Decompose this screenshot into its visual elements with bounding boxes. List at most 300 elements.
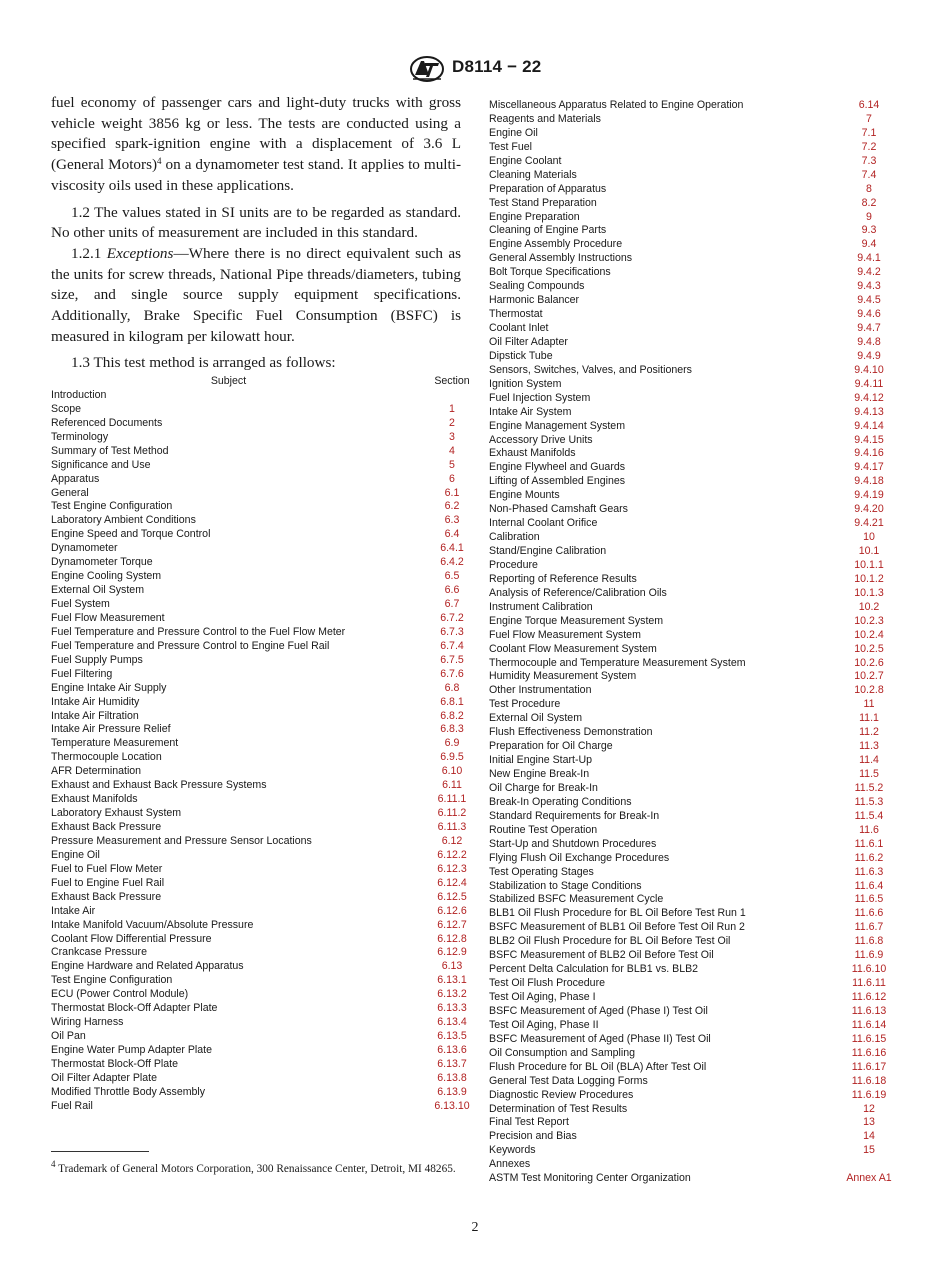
toc-section-link[interactable]: 11.4 xyxy=(859,754,879,767)
toc-row xyxy=(489,698,909,712)
toc-subject: Oil Filter Adapter xyxy=(489,335,568,348)
toc-row xyxy=(51,500,461,514)
toc-row xyxy=(489,921,909,935)
toc-row xyxy=(51,584,461,598)
toc-section-link[interactable]: 10 xyxy=(863,531,875,544)
toc-row xyxy=(51,765,461,779)
toc-row xyxy=(51,890,467,905)
toc-section-link[interactable]: 6.13.4 xyxy=(437,1016,467,1029)
toc-section-link[interactable]: 10.2 xyxy=(858,600,880,613)
toc-row xyxy=(51,389,461,403)
toc-row xyxy=(489,99,909,113)
toc-row xyxy=(489,434,909,448)
toc-subject: Fuel Rail xyxy=(51,1099,93,1112)
toc-section-link[interactable]: 9.4.15 xyxy=(854,433,884,446)
toc-section-link[interactable]: 11.6.12 xyxy=(851,991,887,1003)
toc-subject: ECU (Power Control Module) xyxy=(51,988,189,1001)
toc-subject: Lifting of Assembled Engines xyxy=(489,475,626,488)
toc-row xyxy=(51,1099,470,1114)
toc-subject: Referenced Documents xyxy=(51,416,163,429)
toc-row xyxy=(489,503,909,517)
toc-row xyxy=(51,598,461,612)
toc-section-link[interactable]: 6.4.1 xyxy=(440,542,464,555)
toc-section-link[interactable]: 6.9.5 xyxy=(440,751,464,764)
toc-section-link[interactable]: 11.6.14 xyxy=(851,1018,887,1031)
toc-subject: ASTM Test Monitoring Center Organization xyxy=(489,1172,691,1185)
toc-section-link[interactable]: 9 xyxy=(866,210,872,223)
toc-row xyxy=(51,556,464,570)
toc-section-link[interactable]: 6.12.4 xyxy=(437,876,467,889)
toc-subject: Introduction xyxy=(51,388,107,401)
toc-section-link[interactable]: 6.14 xyxy=(858,99,880,111)
toc-section-link[interactable]: 7 xyxy=(866,112,872,125)
toc-row xyxy=(489,768,909,782)
toc-subject: Coolant Flow Measurement System xyxy=(489,642,657,655)
toc-section-link[interactable]: 6.11.3 xyxy=(437,821,467,833)
toc-subject: AFR Determination xyxy=(51,765,142,778)
toc-subject: Cleaning of Engine Parts xyxy=(489,224,607,237)
toc-subject: Dynamometer Torque xyxy=(51,556,153,569)
toc-subject: Diagnostic Review Procedures xyxy=(489,1088,634,1101)
toc-section-link[interactable]: 6.11.1 xyxy=(437,793,467,806)
toc-section-link[interactable]: 6.8.3 xyxy=(440,723,464,736)
paragraph-1-2-1: 1.2.1 Exceptions—Where there is no direct equivalent such as the units for screw threads, National Pipe threads/diameters, tubing size, and single source supply equipment specifications. Additionally, Brake Specific Fuel Consumption (BSFC) is measured in kilogram per kilowatt hour. xyxy=(51,244,461,345)
toc-section-link[interactable]: 9.4.12 xyxy=(854,391,884,404)
toc-section-link[interactable]: 6.7.2 xyxy=(440,611,464,624)
toc-section-link[interactable]: 9.4.11 xyxy=(854,377,884,390)
toc-section-link[interactable]: 11.6.15 xyxy=(851,1032,887,1045)
toc-row xyxy=(51,682,461,696)
toc-subject: New Engine Break-In xyxy=(489,768,590,780)
toc-subject: Test Operating Stages xyxy=(489,865,594,878)
toc-section-link[interactable]: 11.6 xyxy=(859,823,879,836)
toc-section-link[interactable]: 11.6.9 xyxy=(854,949,884,962)
toc-row xyxy=(51,514,461,528)
toc-row xyxy=(489,169,909,183)
page-number: 2 xyxy=(471,1220,479,1235)
toc-section-link[interactable]: 6.8.1 xyxy=(440,695,464,708)
toc-subject: BSFC Measurement of Aged (Phase I) Test Oil xyxy=(489,1004,708,1017)
toc-section-link[interactable]: 6.11.2 xyxy=(437,807,467,820)
toc-row xyxy=(489,517,909,531)
toc-section-link[interactable]: 11.6.6 xyxy=(854,907,884,920)
toc-subject: Harmonic Balancer xyxy=(489,294,580,307)
toc-row xyxy=(489,364,909,378)
toc-subject: Oil Pan xyxy=(51,1030,86,1043)
toc-subject: Exhaust Manifolds xyxy=(489,447,576,460)
toc-row xyxy=(489,461,909,475)
toc-subject: Test Oil Aging, Phase II xyxy=(489,1018,599,1031)
toc-subject: Engine Oil xyxy=(489,126,538,139)
toc-subject: Modified Throttle Body Assembly xyxy=(51,1085,206,1098)
toc-section-link[interactable]: 11.6.4 xyxy=(854,879,884,892)
toc-subject: Engine Flywheel and Guards xyxy=(489,461,626,474)
toc-subject: External Oil System xyxy=(51,584,145,597)
toc-subject: Apparatus xyxy=(51,472,100,485)
toc-section-link[interactable]: 10.2.7 xyxy=(854,670,884,683)
toc-section-link[interactable]: 2 xyxy=(449,416,455,429)
toc-subject: Intake Air Pressure Relief xyxy=(51,723,171,736)
toc-section-link[interactable]: 1 xyxy=(449,402,455,415)
toc-subject: Intake Air System xyxy=(489,405,572,418)
toc-row xyxy=(51,570,461,584)
toc-row xyxy=(489,684,909,698)
paragraph-scope-continued: fuel economy of passenger cars and light-duty trucks with gross vehicle weight 3856 kg or less. The tests are conducted using a specified spark-ignition engine with a displacement of 3.6 L (General Motors)$^4$ on a dynamometer test stand. It applies to multi-viscosity oils used in these applications. xyxy=(51,94,462,194)
toc-subject: BSFC Measurement of BLB1 Oil Before Test Oil Run 2 xyxy=(489,921,745,934)
toc-row xyxy=(489,545,909,559)
toc-section-link[interactable]: 11.6.5 xyxy=(854,893,884,906)
toc-row xyxy=(489,406,909,420)
toc-row xyxy=(489,935,909,949)
toc-section-link[interactable]: 6.13.6 xyxy=(437,1044,467,1056)
toc-section-link[interactable]: 9.4.2 xyxy=(857,266,881,279)
toc-section-link[interactable]: 11.3 xyxy=(859,740,879,753)
toc-section-link[interactable]: 15 xyxy=(863,1144,875,1157)
toc-subject: Exhaust Back Pressure xyxy=(51,821,162,833)
toc-section-link[interactable]: 11.5.4 xyxy=(854,809,884,822)
toc-subject: Stand/Engine Calibration xyxy=(489,545,607,557)
toc-subject: Test Oil Aging, Phase I xyxy=(489,991,596,1003)
toc-section-link[interactable]: 9.4.7 xyxy=(857,322,881,334)
toc-subject: Standard Requirements for Break-In xyxy=(489,809,660,822)
toc-row xyxy=(489,796,909,810)
toc-row xyxy=(489,141,909,155)
toc-subject: Fuel Flow Measurement xyxy=(51,611,165,624)
toc-subject: Oil Consumption and Sampling xyxy=(489,1046,636,1059)
toc-subject: Flush Effectiveness Demonstration xyxy=(489,726,653,739)
toc-subject: Break-In Operating Conditions xyxy=(489,795,632,808)
toc-row xyxy=(489,211,909,225)
toc-subject: Engine Mounts xyxy=(489,489,560,502)
toc-subject: Flush Procedure for BL Oil (BLA) After Test Oil xyxy=(489,1060,707,1073)
toc-section-link[interactable]: 9.4.19 xyxy=(854,489,884,502)
toc-row xyxy=(489,601,909,615)
toc-section-link[interactable]: 10.2.6 xyxy=(854,656,884,669)
toc-row xyxy=(489,810,909,824)
toc-section-link[interactable]: 11.1 xyxy=(859,712,879,725)
toc-section-link[interactable]: 9.3 xyxy=(861,224,877,237)
toc-section-link[interactable]: 11.6.7 xyxy=(854,921,884,934)
toc-row xyxy=(51,862,467,877)
toc-row xyxy=(489,238,909,252)
toc-subject: Test Procedure xyxy=(489,698,561,711)
toc-section-link[interactable]: 11.6.1 xyxy=(854,837,884,850)
toc-section-link[interactable]: 9.4 xyxy=(861,238,877,251)
toc-subject: Test Stand Preparation xyxy=(489,196,597,209)
toc-row xyxy=(489,615,909,629)
toc-subject: Dynamometer xyxy=(51,542,118,555)
toc-row xyxy=(51,625,464,640)
document-id: D8114 − 22 xyxy=(452,57,542,76)
toc-section-link[interactable]: 14 xyxy=(863,1130,875,1143)
toc-section-link[interactable]: 8 xyxy=(866,182,872,195)
toc-section-link[interactable]: Annex A1 xyxy=(846,1172,892,1185)
toc-subject: Procedure xyxy=(489,558,538,571)
toc-subject: Cleaning Materials xyxy=(489,168,577,181)
toc-subject: Engine Torque Measurement System xyxy=(489,614,664,627)
toc-subject: Stabilized BSFC Measurement Cycle xyxy=(489,893,664,906)
toc-header-row xyxy=(51,375,470,389)
toc-subject: Engine Intake Air Supply xyxy=(51,681,167,694)
toc-section-link[interactable]: 6.12.3 xyxy=(437,862,467,875)
toc-subject: Fuel Injection System xyxy=(489,391,591,404)
toc-section-link[interactable]: 11.6.17 xyxy=(851,1060,887,1073)
toc-section-link[interactable]: 6.9 xyxy=(444,737,460,750)
toc-section-link[interactable]: 6.1 xyxy=(444,486,460,499)
toc-section-link[interactable]: 8.2 xyxy=(861,196,877,209)
toc-subject: Fuel Temperature and Pressure Control to Engine Fuel Rail xyxy=(51,639,330,652)
toc-section-link[interactable]: 11.6.8 xyxy=(854,935,884,948)
toc-row xyxy=(489,991,909,1005)
toc-row xyxy=(51,542,464,556)
toc-section-link[interactable]: 6.13.1 xyxy=(437,974,467,987)
toc-row xyxy=(51,807,467,821)
toc-row xyxy=(51,709,464,724)
toc-section-link[interactable]: 9.4.1 xyxy=(857,252,881,265)
toc-row xyxy=(489,907,909,921)
toc-section-link[interactable]: 6.4.2 xyxy=(440,556,464,569)
toc-subject: Annexes xyxy=(489,1158,531,1171)
toc-subject: Intake Air Humidity xyxy=(51,695,140,708)
toc-section-link[interactable]: 12 xyxy=(863,1102,875,1115)
toc-section-link[interactable]: 9.4.18 xyxy=(854,475,884,488)
toc-row xyxy=(51,1044,467,1058)
toc-section-link[interactable]: 6 xyxy=(449,472,455,485)
toc-subject: Fuel Supply Pumps xyxy=(51,653,143,666)
toc-section-link[interactable]: 6.12.6 xyxy=(437,904,467,917)
toc-subject: Fuel to Fuel Flow Meter xyxy=(51,862,163,875)
toc-subject: General xyxy=(51,486,89,499)
toc-row xyxy=(51,445,461,459)
toc-row xyxy=(51,1002,467,1016)
toc-section-link[interactable]: 9.4.10 xyxy=(854,363,884,376)
toc-row xyxy=(489,183,909,197)
toc-section-link[interactable]: 6.12.7 xyxy=(437,918,467,931)
toc-row xyxy=(489,280,909,294)
toc-section-link[interactable]: 6.11 xyxy=(442,779,462,792)
toc-section-link[interactable]: 6.12.9 xyxy=(437,946,467,959)
toc-section-link[interactable]: 11.5 xyxy=(859,768,879,780)
toc-row xyxy=(489,712,909,726)
toc-subject: Summary of Test Method xyxy=(51,444,169,457)
toc-row xyxy=(489,197,909,211)
toc-section-link[interactable]: 6.5 xyxy=(444,570,460,583)
toc-section-link[interactable]: 11 xyxy=(863,698,875,711)
toc-row xyxy=(51,751,464,765)
toc-row xyxy=(489,531,909,545)
toc-section-link[interactable]: 6.10 xyxy=(441,765,463,778)
toc-row xyxy=(51,723,464,737)
toc-row xyxy=(489,1172,909,1186)
toc-subject: Thermostat Block-Off Plate xyxy=(51,1057,178,1070)
toc-row xyxy=(489,155,909,169)
toc-section-link[interactable]: 13 xyxy=(863,1116,875,1129)
toc-row xyxy=(51,737,461,751)
toc-section-link[interactable]: 6.13.2 xyxy=(437,988,467,1001)
toc-section-link[interactable]: 10.2.3 xyxy=(854,614,884,627)
toc-row xyxy=(489,824,909,838)
toc-section-link[interactable]: 6.7.4 xyxy=(440,639,464,652)
toc-section-link[interactable]: 9.4.13 xyxy=(854,405,884,418)
toc-section-link[interactable]: 6.7.6 xyxy=(440,667,464,680)
toc-subject: Miscellaneous Apparatus Related to Engine Operation xyxy=(489,99,744,111)
toc-section-link[interactable]: 10.1.1 xyxy=(854,558,884,571)
toc-subject: Laboratory Ambient Conditions xyxy=(51,514,196,527)
toc-section-link[interactable]: 6.12 xyxy=(441,834,463,847)
toc-subject: Non-Phased Camshaft Gears xyxy=(489,503,628,516)
toc-section-link[interactable]: 7.3 xyxy=(861,154,877,167)
toc-section-link[interactable]: 9.4.3 xyxy=(857,280,881,293)
toc-row xyxy=(489,1061,909,1075)
toc-section-link[interactable]: 9.4.17 xyxy=(854,461,884,474)
toc-section-link[interactable]: 10.1.2 xyxy=(854,572,884,585)
toc-section-link[interactable]: 6.8 xyxy=(444,681,460,694)
toc-section-link[interactable]: 6.13.3 xyxy=(437,1002,467,1015)
toc-section-link[interactable]: 11.6.18 xyxy=(851,1074,887,1087)
toc-subject: Scope xyxy=(51,402,82,415)
toc-section-link[interactable]: 6.12.8 xyxy=(437,932,467,945)
toc-section-link[interactable]: 11.6.16 xyxy=(851,1046,887,1059)
toc-section-link[interactable]: 7.2 xyxy=(861,140,877,153)
toc-section-link[interactable]: 6.7.5 xyxy=(440,653,464,666)
page-header xyxy=(0,55,950,85)
toc-section-link[interactable]: 3 xyxy=(449,430,455,443)
toc-section-link[interactable]: 10.1 xyxy=(858,545,880,557)
toc-subject: Intake Air Filtration xyxy=(51,709,139,722)
toc-subject: Test Fuel xyxy=(489,140,532,153)
toc-section-link[interactable]: 9.4.9 xyxy=(857,349,881,362)
toc-section-link[interactable]: 10.1.3 xyxy=(854,586,884,599)
toc-section-link[interactable]: 6.13.9 xyxy=(437,1085,467,1098)
toc-section-link[interactable]: 10.2.5 xyxy=(854,642,884,655)
toc-section-link[interactable]: 11.6.19 xyxy=(851,1088,887,1101)
toc-row xyxy=(489,1047,909,1061)
toc-subject: Coolant Inlet xyxy=(489,322,549,334)
toc-row xyxy=(489,266,909,280)
toc-section-link[interactable]: 4 xyxy=(449,444,455,457)
toc-row xyxy=(489,1075,909,1089)
toc-subject: Terminology xyxy=(51,430,109,443)
toc-section-link[interactable]: 11.6.10 xyxy=(851,963,887,976)
toc-section-link[interactable]: 6.13 xyxy=(441,960,463,973)
toc-section-link[interactable]: 9.4.21 xyxy=(854,517,884,530)
toc-section-link[interactable]: 9.4.14 xyxy=(854,419,884,432)
toc-section-link[interactable]: 6.13.8 xyxy=(437,1071,467,1084)
toc-row xyxy=(489,670,909,684)
toc-section-link[interactable]: 7.1 xyxy=(861,126,877,139)
toc-row xyxy=(489,559,909,573)
toc-row xyxy=(51,821,467,835)
toc-subject: Engine Assembly Procedure xyxy=(489,238,623,251)
toc-row xyxy=(489,1019,909,1033)
toc-section-link[interactable]: 11.6.3 xyxy=(854,865,884,878)
toc-section-link[interactable]: 6.13.5 xyxy=(437,1030,467,1043)
toc-section-link[interactable]: 9.4.8 xyxy=(857,335,881,348)
toc-section-link[interactable]: 11.2 xyxy=(859,726,879,739)
toc-subject: BSFC Measurement of Aged (Phase II) Test Oil xyxy=(489,1032,711,1045)
toc-subject: Exhaust and Exhaust Back Pressure Systems xyxy=(51,779,267,792)
toc-subject: General Test Data Logging Forms xyxy=(489,1074,648,1087)
toc-row xyxy=(489,224,909,238)
toc-subject: Reporting of Reference Results xyxy=(489,572,637,585)
toc-row xyxy=(489,977,909,991)
toc-section-link[interactable]: 6.7 xyxy=(444,598,460,610)
toc-subject: Test Oil Flush Procedure xyxy=(489,977,605,990)
toc-subject: Internal Coolant Orifice xyxy=(489,517,598,530)
toc-row xyxy=(489,782,909,796)
body-text-column xyxy=(51,93,461,374)
toc-section-link[interactable]: 6.4 xyxy=(444,528,460,541)
toc-subject: Intake Air xyxy=(51,904,96,917)
toc-section-link[interactable]: 10.2.4 xyxy=(854,628,884,641)
toc-row xyxy=(489,447,909,461)
toc-section-link[interactable]: 6.8.2 xyxy=(440,709,464,722)
toc-row xyxy=(489,1005,909,1019)
toc-row xyxy=(489,322,909,336)
toc-section-link[interactable]: 9.4.16 xyxy=(854,447,884,460)
toc-row xyxy=(51,1071,467,1086)
toc-subject: Engine Hardware and Related Apparatus xyxy=(51,960,244,973)
toc-row xyxy=(489,336,909,350)
toc-section-link[interactable]: 9.4.20 xyxy=(854,503,884,516)
toc-section-link[interactable]: 6.7.3 xyxy=(440,625,464,638)
toc-row xyxy=(489,1130,909,1144)
toc-section-link[interactable]: 6.12.2 xyxy=(437,848,467,861)
toc-subject: Calibration xyxy=(489,531,540,544)
toc-section-link[interactable]: 11.5.3 xyxy=(854,795,884,808)
toc-subject: Exhaust Manifolds xyxy=(51,793,138,806)
toc-subject: Oil Filter Adapter Plate xyxy=(51,1071,157,1084)
toc-row xyxy=(51,473,461,487)
toc-subject: Preparation for Oil Charge xyxy=(489,740,613,753)
toc-section-link[interactable]: 6.2 xyxy=(444,500,460,513)
toc-subject: Test Engine Configuration xyxy=(51,500,173,513)
toc-subject: Ignition System xyxy=(489,377,562,390)
footnote-mark: 4 xyxy=(51,1159,56,1169)
toc-subject: Pressure Measurement and Pressure Sensor Locations xyxy=(51,834,312,847)
footnote-divider xyxy=(51,1151,149,1152)
toc-subject: Fuel to Engine Fuel Rail xyxy=(51,876,165,889)
toc-section-link[interactable]: 10.2.8 xyxy=(854,684,884,697)
toc-subject: Sensors, Switches, Valves, and Positioners xyxy=(489,363,692,376)
toc-row xyxy=(51,1057,467,1072)
toc-section-link[interactable]: 7.4 xyxy=(861,168,877,181)
toc-section-link[interactable]: 9.4.6 xyxy=(857,308,881,321)
toc-row xyxy=(51,417,461,431)
toc-section-link[interactable]: 6.3 xyxy=(444,514,460,527)
toc-section-link[interactable]: 6.12.5 xyxy=(437,890,467,903)
toc-section-link[interactable]: 11.6.11 xyxy=(852,977,886,990)
toc-subject: Analysis of Reference/Calibration Oils xyxy=(489,586,667,599)
toc-subject: External Oil System xyxy=(489,712,583,725)
toc-section-link[interactable]: 11.5.2 xyxy=(854,781,884,794)
toc-subject: Reagents and Materials xyxy=(489,112,601,125)
toc-row xyxy=(51,1016,467,1030)
toc-row xyxy=(51,918,467,933)
toc-subject: Thermostat Block-Off Adapter Plate xyxy=(51,1002,218,1015)
toc-row xyxy=(51,1085,467,1100)
toc-section-link[interactable]: 9.4.5 xyxy=(857,294,881,307)
toc-section-link[interactable]: 5 xyxy=(449,458,455,471)
toc-row xyxy=(489,893,909,907)
toc-section-link[interactable]: 11.6.13 xyxy=(851,1004,887,1017)
toc-section-link[interactable]: 6.13.10 xyxy=(434,1099,470,1112)
toc-section-link[interactable]: 6.6 xyxy=(444,584,460,597)
toc-section-link[interactable]: 11.6.2 xyxy=(854,851,884,864)
toc-section-link[interactable]: 6.13.7 xyxy=(437,1057,467,1070)
toc-row xyxy=(51,459,461,473)
toc-row xyxy=(489,657,909,671)
